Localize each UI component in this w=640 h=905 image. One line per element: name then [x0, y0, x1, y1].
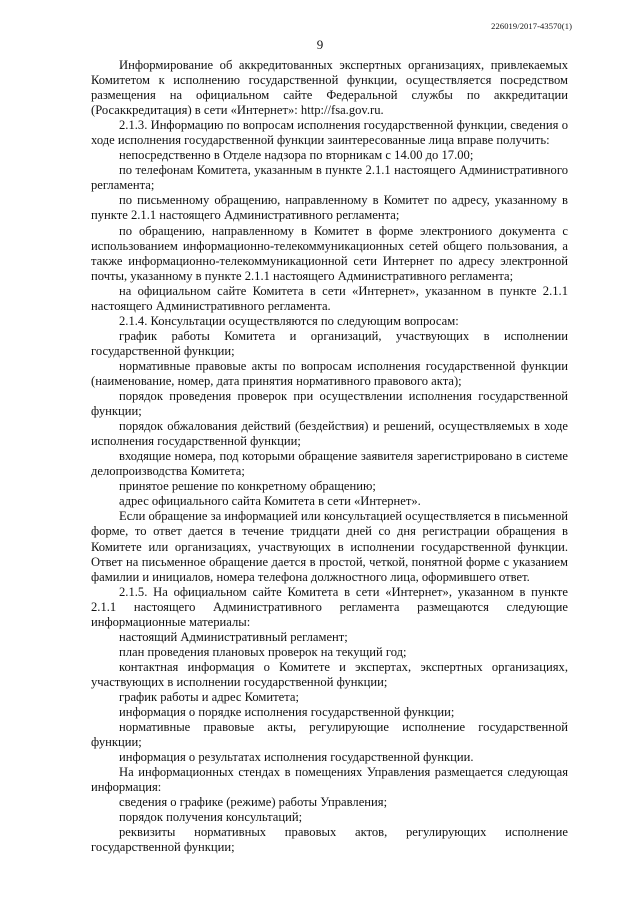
paragraph: график работы Комитета и организаций, участвующих в исполнении государственной функции; [91, 328, 568, 358]
paragraph: На информационных стендах в помещениях Управления размещается следующая информация: [91, 765, 568, 795]
paragraph: нормативные правовые акты по вопросам исполнения государственной функции (наименование, номер, дата принятия нормативного правового акта); [91, 358, 568, 388]
paragraph: Если обращение за информацией или консультацией осуществляется в письменной форме, то ответ дается в течение тридцати дней со дня регистрации обращения в Комитете или организациях, участвующих в исполнении государственной функции. Ответ на письменное обращение дается в простой, четкой, понятной форме с указанием фамилии и инициалов, номера телефона должностного лица, оформившего ответ. [91, 509, 568, 584]
paragraph: план проведения плановых проверок на текущий год; [119, 644, 407, 659]
paragraph: порядок получения консультаций; [119, 810, 303, 825]
paragraph: 2.1.4. Консультации осуществляются по следующим вопросам: [119, 313, 459, 328]
paragraph: по обращению, направленному в Комитет в форме электрониого документа с использованием информационно-телекоммуникационных сетей общего пользования, а также информационно-телекоммуникационной сети Интернет по адресу электронной почты, указанному в пункте 2.1.1 настоящего Административного регламента; [91, 223, 568, 283]
paragraph: входящие номера, под которыми обращение заявителя зарегистрировано в системе делопроизводства Комитета; [91, 449, 568, 479]
paragraph: информация о результатах исполнения государственной функции. [119, 750, 474, 765]
paragraph: принятое решение по конкретному обращению; [119, 479, 376, 494]
paragraph: сведения о графике (режиме) работы Управления; [119, 795, 388, 810]
paragraph: порядок обжалования действий (бездействия) и решений, осуществляемых в ходе исполнения государственной функции; [91, 419, 568, 449]
paragraph: график работы и адрес Комитета; [119, 689, 299, 704]
paragraph: адрес официального сайта Комитета в сети «Интернет». [119, 494, 421, 509]
paragraph: Информирование об аккредитованных экспертных организациях, привлекаемых Комитетом к исполнению государственной функции, осуществляется посредством размещения на официальном сайте Федеральной службы по аккредитации (Росаккредитация) в сети «Интернет»: http://fsa.gov.ru. [91, 58, 568, 118]
document-body [91, 58, 568, 855]
paragraph: 2.1.5. На официальном сайте Комитета в сети «Интернет», указанном в пункте 2.1.1 настоящего Административного регламента размещаются следующие информационные материалы: [91, 584, 568, 629]
paragraph: непосредственно в Отделе надзора по вторникам с 14.00 до 17.00; [119, 148, 474, 163]
paragraph: реквизиты нормативных правовых актов, регулирующих исполнение государственной функции; [91, 825, 568, 855]
paragraph: 2.1.3. Информацию по вопросам исполнения государственной функции, сведения о ходе исполнения государственной функции заинтересованные лица вправе получить: [91, 118, 568, 148]
paragraph: информация о порядке исполнения государственной функции; [119, 705, 455, 720]
paragraph: на официальном сайте Комитета в сети «Интернет», указанном в пункте 2.1.1 настоящего Административного регламента. [91, 283, 568, 313]
page-number: 9 [316, 37, 324, 52]
document-id: 226019/2017-43570(1) [491, 21, 572, 31]
paragraph: контактная информация о Комитете и экспертах, экспертных организациях, участвующих в исполнении государственной функции; [91, 659, 568, 689]
paragraph: настоящий Административный регламент; [119, 629, 348, 644]
paragraph: нормативные правовые акты, регулирующие исполнение государственной функции; [91, 720, 568, 750]
paragraph: по письменному обращению, направленному в Комитет по адресу, указанному в пункте 2.1.1 настоящего Административного регламента; [91, 193, 568, 223]
paragraph: порядок проведения проверок при осуществлении исполнения государственной функции; [91, 389, 568, 419]
paragraph: по телефонам Комитета, указанным в пункте 2.1.1 настоящего Административного регламента; [91, 163, 568, 193]
